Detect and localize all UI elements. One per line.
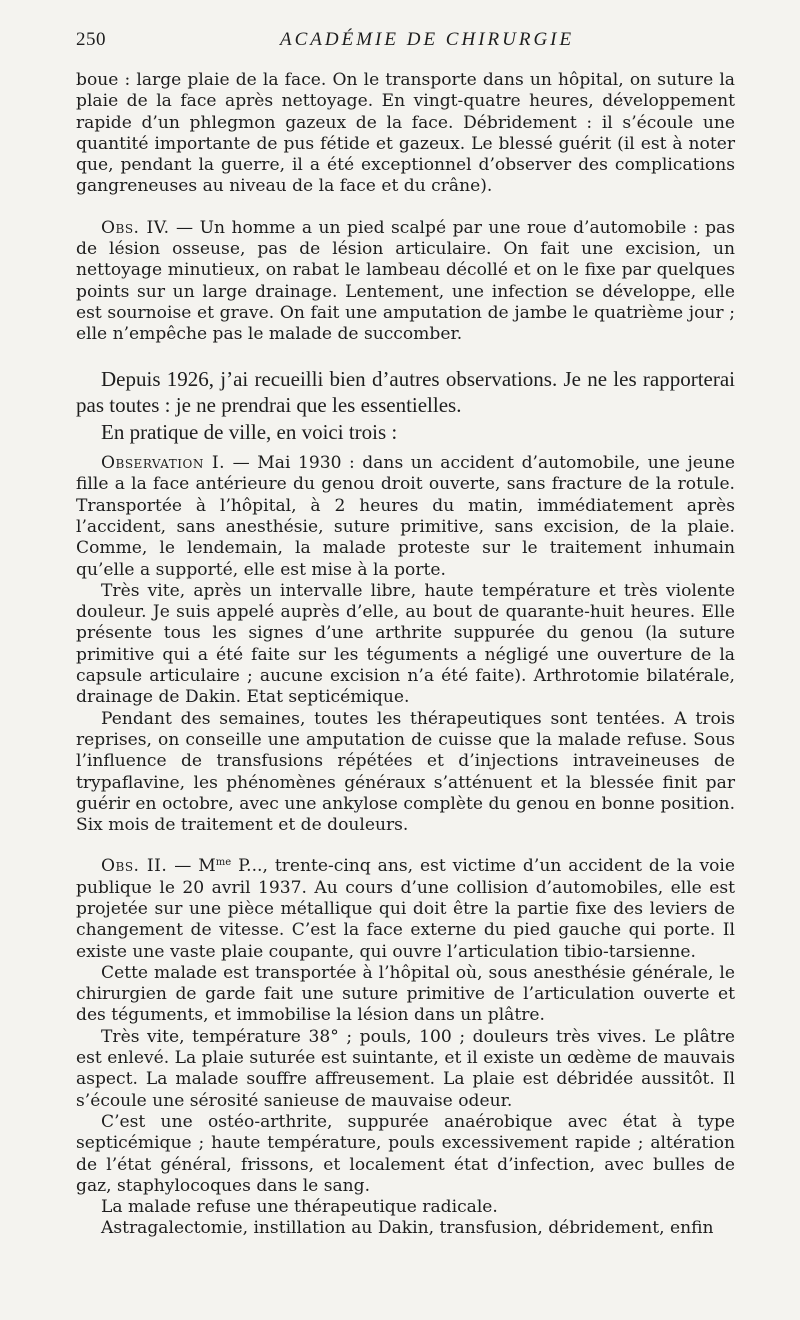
- paragraph-continuation: boue : large plaie de la face. On le transporte dans un hôpital, on suture la plaie de la face après nettoyage. En vingt-quatre heures, développement rapide d’un phlegmon gazeux de la face. Débridement : il s’écoule une quantité importante de pus fétide et gazeux. Le blessé guérit (il est à noter que, pendant la guerre, il a été exceptionnel d’observer des complications gangreneuses au niveau de la face et du crâne).: [76, 70, 735, 197]
- paragraph: Cette malade est transportée à l’hôpital où, sous anesthésie générale, le chirurgien de garde fait une suture primitive de l’articulation ouverte et des téguments, et immobilise la lésion dans un plâtre.: [76, 962, 735, 1026]
- observation-text: P..., trente-cinq ans, est victime d’un accident de la voie publique le 20 avril 1937. Au cours d’une collision d’automobiles, elle est projetée sur une pièce métallique qui doit être la partie fixe des leviers de changement de vitesse. C’est la face externe du pied gauche qui porte. Il existe une vaste plaie coupante, qui ouvre l’articulation tibio-tarsienne.: [76, 856, 736, 962]
- running-title: ACADÉMIE DE CHIRURGIE: [280, 29, 575, 50]
- paragraph: Pendant des semaines, toutes les thérapeutiques sont tentées. A trois reprises, on conseille une amputation de cuisse que la malade refuse. Sous l’influence de transfusions répétées et d’injections intraveineuses de trypaflavine, les phénomènes généraux s’atténuent et la blessée finit par guérir en octobre, avec une ankylose complète du genou en bonne position. Six mois de traitement et de douleurs.: [76, 708, 735, 836]
- observation-ii: [76, 856, 735, 962]
- observation-text: — Un homme a un pied scalpé par une roue d’automobile : pas de lésion osseuse, pas de lésion articulaire. On fait une excision, un nettoyage minutieux, on rabat le lambeau décollé et on le fixe par quelques points sur un large drainage. Lentement, une infection se développe, elle est sournoise et grave. On fait une amputation de jambe le quatrième jour ; elle n’empêche pas le malade de succomber.: [76, 217, 735, 345]
- page-number: 250: [76, 29, 106, 50]
- paragraph: C’est une ostéo-arthrite, suppurée anaérobique avec état à type septicémique ; haute température, pouls excessivement rapide ; altération de l’état général, frissons, et localement état d’infection, avec bulles de gaz, staphylocoques dans le sang.: [76, 1111, 735, 1196]
- observation-text: — Mai 1930 : dans un accident d’automobile, une jeune fille a la face antérieure du genou droit ouverte, sans fracture de la rotule. Transportée à l’hôpital, à 2 heures du matin, immédiatement après l’accident, sans anesthésie, suture primitive, sans excision, de la plaie. Comme, le lendemain, la malade proteste sur le traitement inhumain qu’elle a supporté, elle est mise à la porte.: [76, 453, 736, 580]
- observation-label: Obs. II.: [101, 856, 168, 877]
- body-text: [76, 70, 735, 1240]
- paragraph: Astragalectomie, instillation au Dakin, transfusion, débridement, enfin: [101, 1218, 714, 1239]
- observation-iv: [76, 218, 735, 346]
- observation-label: Obs. IV.: [101, 217, 170, 238]
- intro-paragraph-2: En pratique de ville, en voici trois :: [101, 419, 398, 444]
- paragraph: La malade refuse une thérapeutique radicale.: [101, 1197, 498, 1218]
- paragraph: Très vite, température 38° ; pouls, 100 ; douleurs très vives. Le plâtre est enlevé. La plaie suturée est suintante, et il existe un œdème de mauvais aspect. La malade souffre affreusement. La plaie est débridée aussitôt. Il s’écoule une sérosité sanieuse de mauvaise odeur.: [76, 1026, 735, 1111]
- observation-text-pre: — M: [167, 856, 216, 877]
- paragraph: Très vite, après un intervalle libre, haute température et très violente douleur. Je suis appelé auprès d’elle, au bout de quarante-huit heures. Elle présente tous les signes d’une arthrite suppurée du genou (la suture primitive qui a été faite sur les téguments a négligé une ouverture de la capsule articulaire ; aucune excision n’a été faite). Arthrotomie bilatérale, drainage de Dakin. Etat septicémique.: [76, 580, 735, 708]
- superscript: me: [215, 857, 232, 869]
- intro-paragraph: Depuis 1926, j’ai recueilli bien d’autres observations. Je ne les rapporterai pas toutes : je ne prendrai que les essentielles.: [76, 366, 735, 418]
- observation-i: [76, 453, 735, 581]
- page-header: [0, 29, 800, 55]
- observation-label: Observation I.: [101, 453, 226, 474]
